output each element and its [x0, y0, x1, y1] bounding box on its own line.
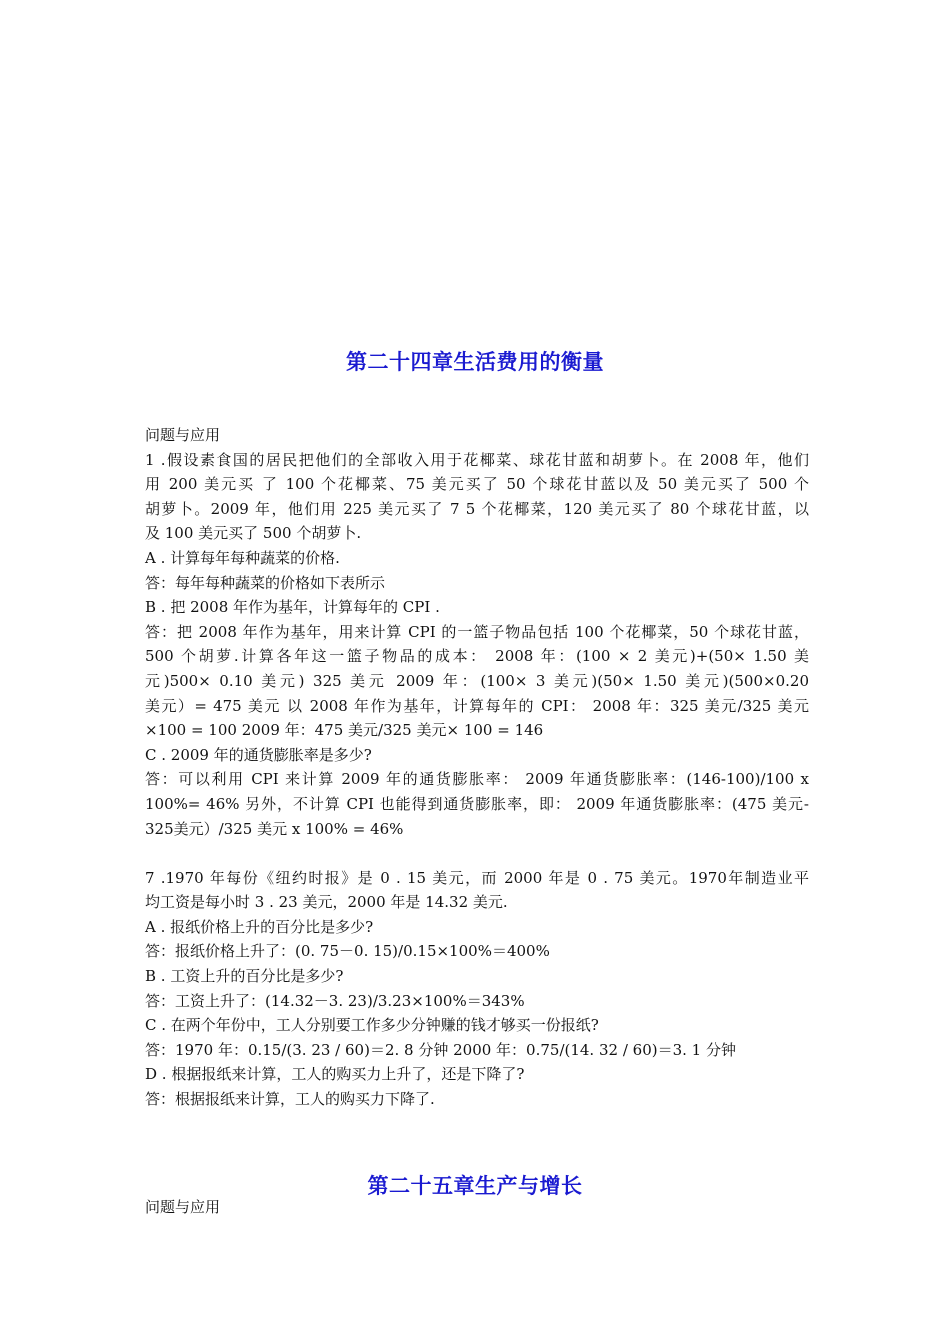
text-line: 及 100 美元买了 500 个胡萝卜. — [145, 524, 362, 543]
text-line: A . 计算每年每种蔬菜的价格. — [145, 548, 340, 567]
text-line: A . 报纸价格上升的百分比是多少? — [145, 917, 374, 936]
text-line: 325美元）/325 美元 x 100% = 46% — [145, 819, 404, 838]
chapter-24-body — [145, 423, 809, 1112]
text-line: 答：根据报纸来计算，工人的购买力下降了. — [145, 1090, 435, 1109]
text-line: C . 2009 年的通货膨胀率是多少? — [145, 745, 372, 764]
text-line: B . 工资上升的百分比是多少? — [145, 967, 344, 986]
text-line: C . 在两个年份中，工人分别要工作多少分钟赚的钱才够买一份报纸? — [145, 1016, 599, 1035]
text-line: 7 .1970 年每份《纽约时报》是 0 . 15 美元，而 2000 年是 0 . 75 美元。1970年制造业平 — [145, 868, 809, 887]
text-line: 均工资是每小时 3 . 23 美元，2000 年是 14.32 美元. — [145, 893, 508, 912]
text-line: 答：可以利用 CPI 来计算 2009 年的通货膨胀率： 2009 年通货膨胀率：(146-100)/100 x — [145, 770, 809, 789]
chapter-25-title: 第二十五章生产与增长 — [367, 1174, 583, 1198]
section-label: 问题与应用 — [145, 426, 221, 444]
paragraph-gap — [145, 841, 809, 866]
text-line: ×100 = 100 2009 年：475 美元/325 美元× 100 = 146 — [145, 721, 544, 740]
section-label: 问题与应用 — [145, 1198, 221, 1216]
text-line: D . 根据报纸来计算，工人的购买力上升了，还是下降了? — [145, 1065, 525, 1084]
text-line: 答：1970 年：0.15/(3. 23 / 60)＝2. 8 分钟 2000 年：0.75/(14. 32 / 60)＝3. 1 分钟 — [145, 1040, 736, 1059]
text-line: 100%= 46% 另外，不计算 CPI 也能得到通货膨胀率，即： 2009 年通货膨胀率：(475 美元- — [145, 794, 809, 813]
text-line: 答：工资上升了：(14.32－3. 23)/3.23×100%＝343% — [145, 991, 525, 1010]
text-line: 1 .假设素食国的居民把他们的全部收入用于花椰菜、球花甘蓝和胡萝卜。在 2008 年，他们 — [145, 450, 809, 469]
text-line: B . 把 2008 年作为基年，计算每年的 CPI . — [145, 598, 440, 617]
text-line: 元)500× 0.10 美元) 325 美元 2009 年：(100× 3 美元)(50× 1.50 美元)(500×0.20 — [145, 671, 809, 690]
chapter-25-body — [145, 1195, 809, 1220]
text-line: 用 200 美元买 了 100 个花椰菜、75 美元买了 50 个球花甘蓝以及 50 美元买了 500 个 — [145, 475, 809, 494]
text-line: 胡萝卜。2009 年，他们用 225 美元买了 7 5 个花椰菜，120 美元买了 80 个球花甘蓝，以 — [145, 499, 809, 518]
text-line: 答：把 2008 年作为基年，用来计算 CPI 的一篮子物品包括 100 个花椰菜，50 个球花甘蓝， — [145, 622, 809, 641]
text-line: 美元）= 475 美元 以 2008 年作为基年，计算每年的 CPI： 2008 年：325 美元/325 美元 — [145, 696, 809, 715]
text-line: 答：每年每种蔬菜的价格如下表所示 — [145, 573, 386, 592]
chapter-24-title: 第二十四章生活费用的衡量 — [346, 350, 604, 374]
text-line: 答：报纸价格上升了：(0. 75－0. 15)/0.15×100%＝400% — [145, 942, 550, 961]
text-line: 500 个胡萝.计算各年这一篮子物品的成本： 2008 年：(100 × 2 美元)+(50× 1.50 美 — [145, 647, 809, 666]
